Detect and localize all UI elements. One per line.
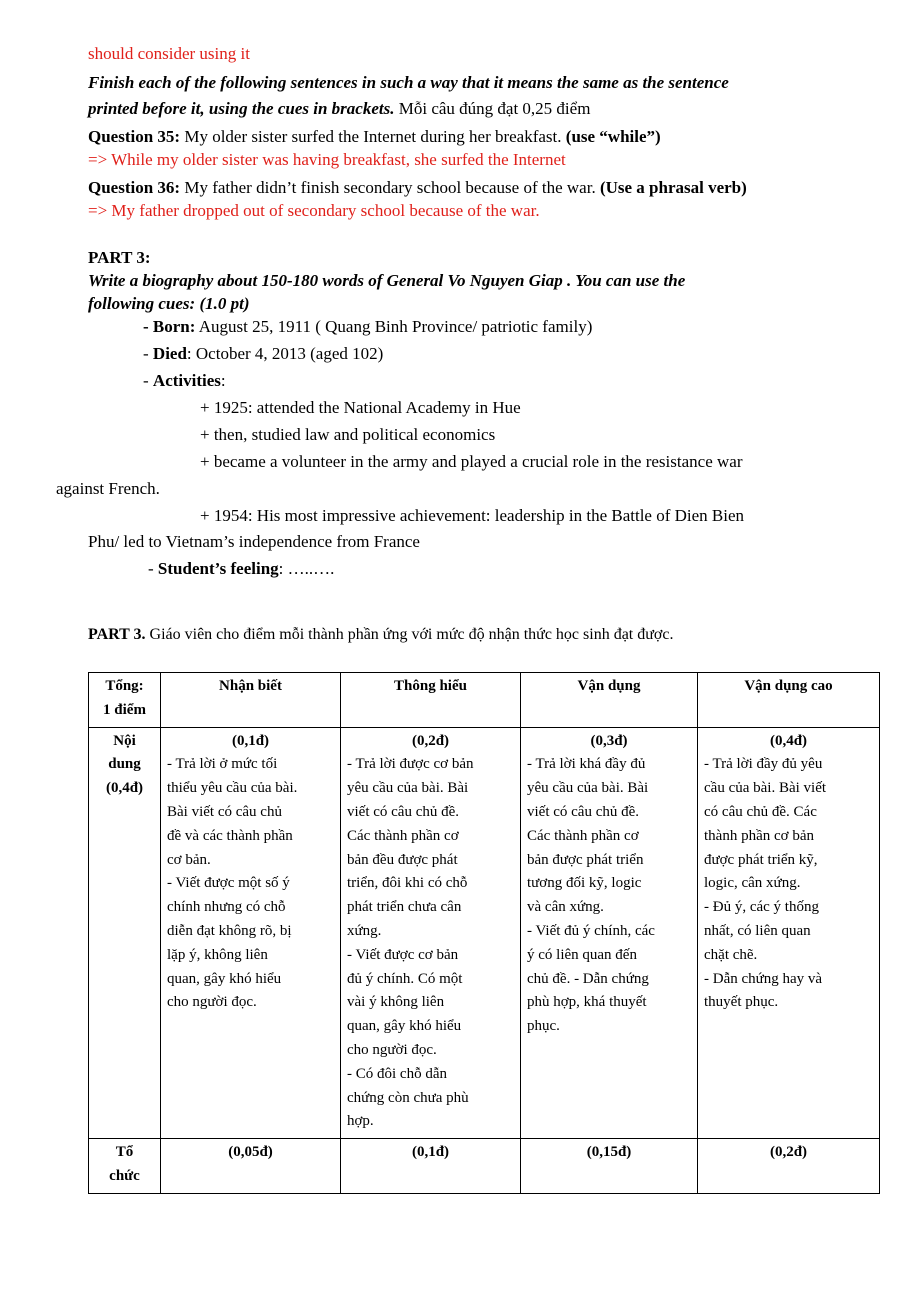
activity-item: + became a volunteer in the army and played a crucial role in the resistance war xyxy=(200,452,743,471)
content-line: viết có câu chủ đề. xyxy=(347,803,460,820)
content-line: chủ đề. - Dẫn chứng xyxy=(527,970,649,987)
content-line: - Đủ ý, các ý thống xyxy=(704,899,819,916)
cue-died-dash: - xyxy=(143,344,153,363)
cue-feeling-dash: - xyxy=(148,559,158,578)
content-line: - Viết được cơ bản xyxy=(347,946,459,963)
row-label-organization xyxy=(89,1139,161,1194)
row-label-line: Nội xyxy=(113,732,136,749)
content-line: có câu chủ đề. Các xyxy=(704,803,817,820)
part3-prompt-line1: Write a biography about 150-180 words of General Vo Nguyen Giap . You can use the xyxy=(88,271,686,290)
instructions-line2 xyxy=(88,99,590,119)
table-row-content xyxy=(89,727,880,1139)
row-label-content xyxy=(89,727,161,1139)
content-line: - Viết đủ ý chính, các xyxy=(527,922,655,939)
content-line: thành phần cơ bản xyxy=(704,827,814,844)
cue-died-text: : October 4, 2013 (aged 102) xyxy=(186,344,384,363)
content-score: (0,4đ) xyxy=(769,732,808,749)
question-36-label: Question 36: xyxy=(88,178,181,197)
cue-feeling-label: Student’s feeling xyxy=(157,559,279,578)
content-line: phát triển chưa cân xyxy=(347,899,462,916)
part3-heading: PART 3: xyxy=(88,248,151,267)
question-36-cue: (Use a phrasal verb) xyxy=(599,178,747,197)
activity-achievement-line2: Phu/ led to Vietnam’s independence from France xyxy=(88,532,420,551)
question-36 xyxy=(88,178,747,198)
content-line: quan, gây khó hiểu xyxy=(167,970,282,987)
row-label-line: Tổ xyxy=(115,1144,134,1161)
content-line: đề và các thành phần xyxy=(167,827,293,844)
content-line: quan, gây khó hiểu xyxy=(347,1018,462,1035)
content-line: chính nhưng có chỗ xyxy=(167,899,286,916)
content-line: thuyết phục. xyxy=(704,994,779,1011)
cue-feeling-text: : …..…. xyxy=(278,559,335,578)
content-line: phù hợp, khá thuyết xyxy=(527,994,647,1011)
cue-died-label: Died xyxy=(152,344,187,363)
content-line: xứng. xyxy=(347,922,382,939)
instructions-line1: Finish each of the following sentences in such a way that it means the same as the sentence xyxy=(88,73,729,92)
corner-line: 1 điểm xyxy=(103,701,146,718)
content-line: logic, cân xứng. xyxy=(704,875,801,892)
row-label-line: dung xyxy=(108,756,141,773)
content-line: và cân xứng. xyxy=(527,899,604,916)
content-line: - Dẫn chứng hay và xyxy=(704,970,823,987)
content-cell xyxy=(698,727,880,1139)
content-line: - Trả lời ở mức tối xyxy=(167,756,278,773)
row-label-line: chức xyxy=(109,1167,140,1184)
content-line: cho người đọc. xyxy=(167,994,257,1011)
grading-heading xyxy=(88,626,673,644)
content-line: chứng còn chưa phù xyxy=(347,1089,469,1106)
question-35-cue: (use “while”) xyxy=(565,127,661,146)
content-line: - Trả lời khá đầy đủ xyxy=(527,756,646,773)
table-row-organization xyxy=(89,1139,880,1194)
question-35 xyxy=(88,127,661,147)
content-line: được phát triển kỹ, xyxy=(704,851,818,868)
grading-heading-text: Giáo viên cho điểm mỗi thành phần ứng với mức độ nhận thức học sinh đạt được. xyxy=(145,626,674,643)
content-line: lặp ý, không liên xyxy=(167,946,268,963)
content-line: cho người đọc. xyxy=(347,1041,437,1058)
content-line: vài ý không liên xyxy=(347,994,445,1011)
question-35-text: My older sister surfed the Internet during her breakfast. xyxy=(180,127,566,146)
intro-line: should consider using it xyxy=(88,44,250,63)
activity-item: + then, studied law and political economics xyxy=(200,425,496,444)
cue-activities-label: Activities xyxy=(152,371,221,390)
question-35-answer: => While my older sister was having breakfast, she surfed the Internet xyxy=(88,150,566,169)
cue-born xyxy=(143,317,592,337)
cue-born-text: August 25, 1911 ( Quang Binh Province/ patriotic family) xyxy=(195,317,593,336)
column-header: Vận dụng cao xyxy=(698,673,880,728)
cue-died xyxy=(143,344,383,364)
content-line: - Có đôi chỗ dẫn xyxy=(347,1065,447,1082)
org-score: (0,1đ) xyxy=(341,1139,521,1194)
content-score: (0,1đ) xyxy=(231,732,270,749)
content-line: đủ ý chính. Có một xyxy=(347,970,463,987)
part3-prompt-line2: following cues: (1.0 pt) xyxy=(88,294,250,313)
content-score: (0,3đ) xyxy=(590,732,628,749)
corner-line: Tổng: xyxy=(105,678,144,694)
org-score: (0,05đ) xyxy=(161,1139,341,1194)
content-line: triển, đôi khi có chỗ xyxy=(347,875,468,892)
content-cell xyxy=(341,727,521,1139)
activity-item-wrap: against French. xyxy=(56,479,160,498)
content-line: - Viết được một số ý xyxy=(167,875,290,892)
question-36-text: My father didn’t finish secondary school because of the war. xyxy=(180,178,600,197)
content-line: yêu cầu của bài. Bài xyxy=(527,780,649,797)
content-line: diễn đạt không rõ, bị xyxy=(167,922,292,939)
cue-born-label: - Born: xyxy=(143,317,196,336)
content-line: Bài viết có câu chủ xyxy=(167,803,282,820)
content-line: ý có liên quan đến xyxy=(527,946,637,963)
content-line: chặt chẽ. xyxy=(704,946,758,963)
question-36-answer: => My father dropped out of secondary school because of the war. xyxy=(88,201,540,220)
column-header: Vận dụng xyxy=(521,673,698,728)
cue-activities-colon: : xyxy=(220,371,226,390)
question-35-label: Question 35: xyxy=(88,127,181,146)
cue-activities xyxy=(143,371,226,391)
content-line: tương đối kỹ, logic xyxy=(527,875,642,892)
content-line: - Trả lời được cơ bản xyxy=(347,756,474,773)
content-line: cơ bản. xyxy=(167,851,211,868)
org-score: (0,2đ) xyxy=(698,1139,880,1194)
content-line: hợp. xyxy=(347,1113,374,1130)
activity-achievement-line1: + 1954: His most impressive achievement: leadership in the Battle of Dien Bien xyxy=(200,506,745,525)
row-label-line: (0,4đ) xyxy=(105,780,144,797)
instructions-scoring: Mỗi câu đúng đạt 0,25 điểm xyxy=(394,99,591,118)
content-cell xyxy=(521,727,698,1139)
content-line: bản được phát triển xyxy=(527,851,644,868)
table-header-row xyxy=(89,673,880,728)
content-line: viết có câu chủ đề. xyxy=(527,803,640,820)
content-line: - Trả lời đầy đủ yêu xyxy=(704,756,823,773)
content-line: yêu cầu của bài. Bài xyxy=(347,780,469,797)
org-score: (0,15đ) xyxy=(521,1139,698,1194)
content-line: phục. xyxy=(527,1018,560,1035)
column-header: Thông hiểu xyxy=(341,673,521,728)
content-line: bản đều được phát xyxy=(347,851,458,868)
content-line: Các thành phần cơ xyxy=(527,827,639,844)
rubric-table xyxy=(88,672,880,1194)
instructions-emphasis: printed before it, using the cues in brackets. xyxy=(88,99,395,118)
column-header: Nhận biết xyxy=(161,673,341,728)
cue-activities-dash: - xyxy=(143,371,153,390)
content-line: nhất, có liên quan xyxy=(704,922,811,939)
content-line: cầu của bài. Bài viết xyxy=(704,780,827,797)
content-line: Các thành phần cơ xyxy=(347,827,459,844)
content-line: thiểu yêu cầu của bài. xyxy=(167,780,298,797)
cue-feeling xyxy=(148,559,334,579)
activity-item: + 1925: attended the National Academy in Hue xyxy=(200,398,521,417)
content-score: (0,2đ) xyxy=(411,732,450,749)
corner-cell xyxy=(89,673,161,728)
grading-heading-label: PART 3. xyxy=(88,626,146,643)
content-cell xyxy=(161,727,341,1139)
